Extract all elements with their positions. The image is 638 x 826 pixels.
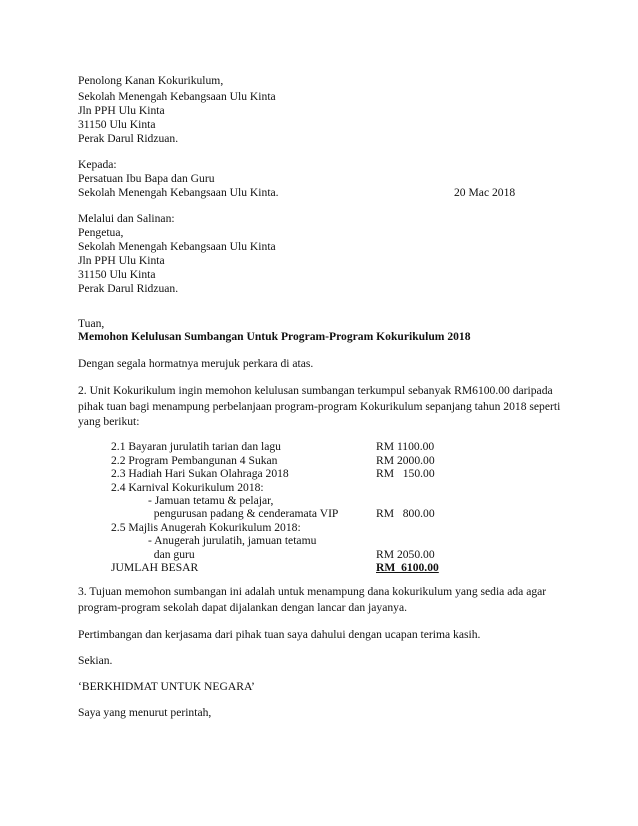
via-street: Jln PPH Ulu Kinta xyxy=(78,254,165,267)
via-postcode: 31150 Ulu Kinta xyxy=(78,268,156,281)
motto: ‘BERKHIDMAT UNTUK NEGARA’ xyxy=(78,680,255,693)
recipient-name: Persatuan Ibu Bapa dan Guru xyxy=(78,172,215,185)
budget-item-5-detail-2: dan guru xyxy=(148,548,195,561)
budget-item-1: 2.1 Bayaran jurulatih tarian dan lagu xyxy=(111,440,281,453)
closing-signoff: Saya yang menurut perintah, xyxy=(78,706,212,719)
paragraph-3-line-2: program-program sekolah dapat dijalankan dengan lancar dan jayanya. xyxy=(78,601,407,614)
paragraph-3-line-1: 3. Tujuan memohon sumbangan ini adalah untuk menampung dana kokurikulum yang sedia ada agar xyxy=(78,585,547,598)
via-title: Pengetua, xyxy=(78,226,124,239)
budget-item-4-detail-2: pengurusan padang & cenderamata VIP xyxy=(148,507,339,520)
salutation: Tuan, xyxy=(78,317,105,330)
budget-amount-2: RM 2000.00 xyxy=(376,454,435,467)
budget-total-label: JUMLAH BESAR xyxy=(111,561,199,574)
sender-street: Jln PPH Ulu Kinta xyxy=(78,104,165,117)
recipient-label: Kepada: xyxy=(78,158,117,171)
budget-item-3: 2.3 Hadiah Hari Sukan Olahraga 2018 xyxy=(111,467,289,480)
budget-amount-5: RM 2050.00 xyxy=(376,548,435,561)
sender-state: Perak Darul Ridzuan. xyxy=(78,132,179,145)
budget-amount-3: RM 150.00 xyxy=(376,467,435,480)
letter-date: 20 Mac 2018 xyxy=(454,186,516,199)
subject-heading: Memohon Kelulusan Sumbangan Untuk Program-Program Kokurikulum 2018 xyxy=(78,330,471,343)
sender-title: Penolong Kanan Kokurikulum, xyxy=(78,74,224,87)
paragraph-2-line-1: 2. Unit Kokurikulum ingin memohon kelulusan sumbangan terkumpul sebanyak RM6100.00 daripada xyxy=(78,384,553,397)
budget-item-5: 2.5 Majlis Anugerah Kokurikulum 2018: xyxy=(111,521,301,534)
budget-total-amount: RM 6100.00 xyxy=(376,561,439,574)
sender-postcode: 31150 Ulu Kinta xyxy=(78,118,156,131)
recipient-school: Sekolah Menengah Kebangsaan Ulu Kinta. xyxy=(78,186,279,199)
budget-amount-1: RM 1100.00 xyxy=(376,440,435,453)
budget-item-2: 2.2 Program Pembangunan 4 Sukan xyxy=(111,454,278,467)
paragraph-intro: Dengan segala hormatnya merujuk perkara di atas. xyxy=(78,357,314,370)
paragraph-thanks: Pertimbangan dan kerjasama dari pihak tuan saya dahului dengan ucapan terima kasih. xyxy=(78,628,481,641)
via-school: Sekolah Menengah Kebangsaan Ulu Kinta xyxy=(78,240,276,253)
paragraph-2-line-3: yang berikut: xyxy=(78,415,140,428)
budget-amount-4: RM 800.00 xyxy=(376,507,435,520)
budget-item-5-detail-1: - Anugerah jurulatih, jamuan tetamu xyxy=(148,534,317,547)
budget-item-4: 2.4 Karnival Kokurikulum 2018: xyxy=(111,481,264,494)
closing-sekian: Sekian. xyxy=(78,654,113,667)
budget-item-4-detail-1: - Jamuan tetamu & pelajar, xyxy=(148,494,274,507)
sender-school: Sekolah Menengah Kebangsaan Ulu Kinta xyxy=(78,90,276,103)
paragraph-2-line-2: pihak tuan bagi menampung perbelanjaan program-program Kokurikulum sepanjang tahun 2018 seperti xyxy=(78,400,561,413)
via-state: Perak Darul Ridzuan. xyxy=(78,282,179,295)
via-label: Melalui dan Salinan: xyxy=(78,212,175,225)
